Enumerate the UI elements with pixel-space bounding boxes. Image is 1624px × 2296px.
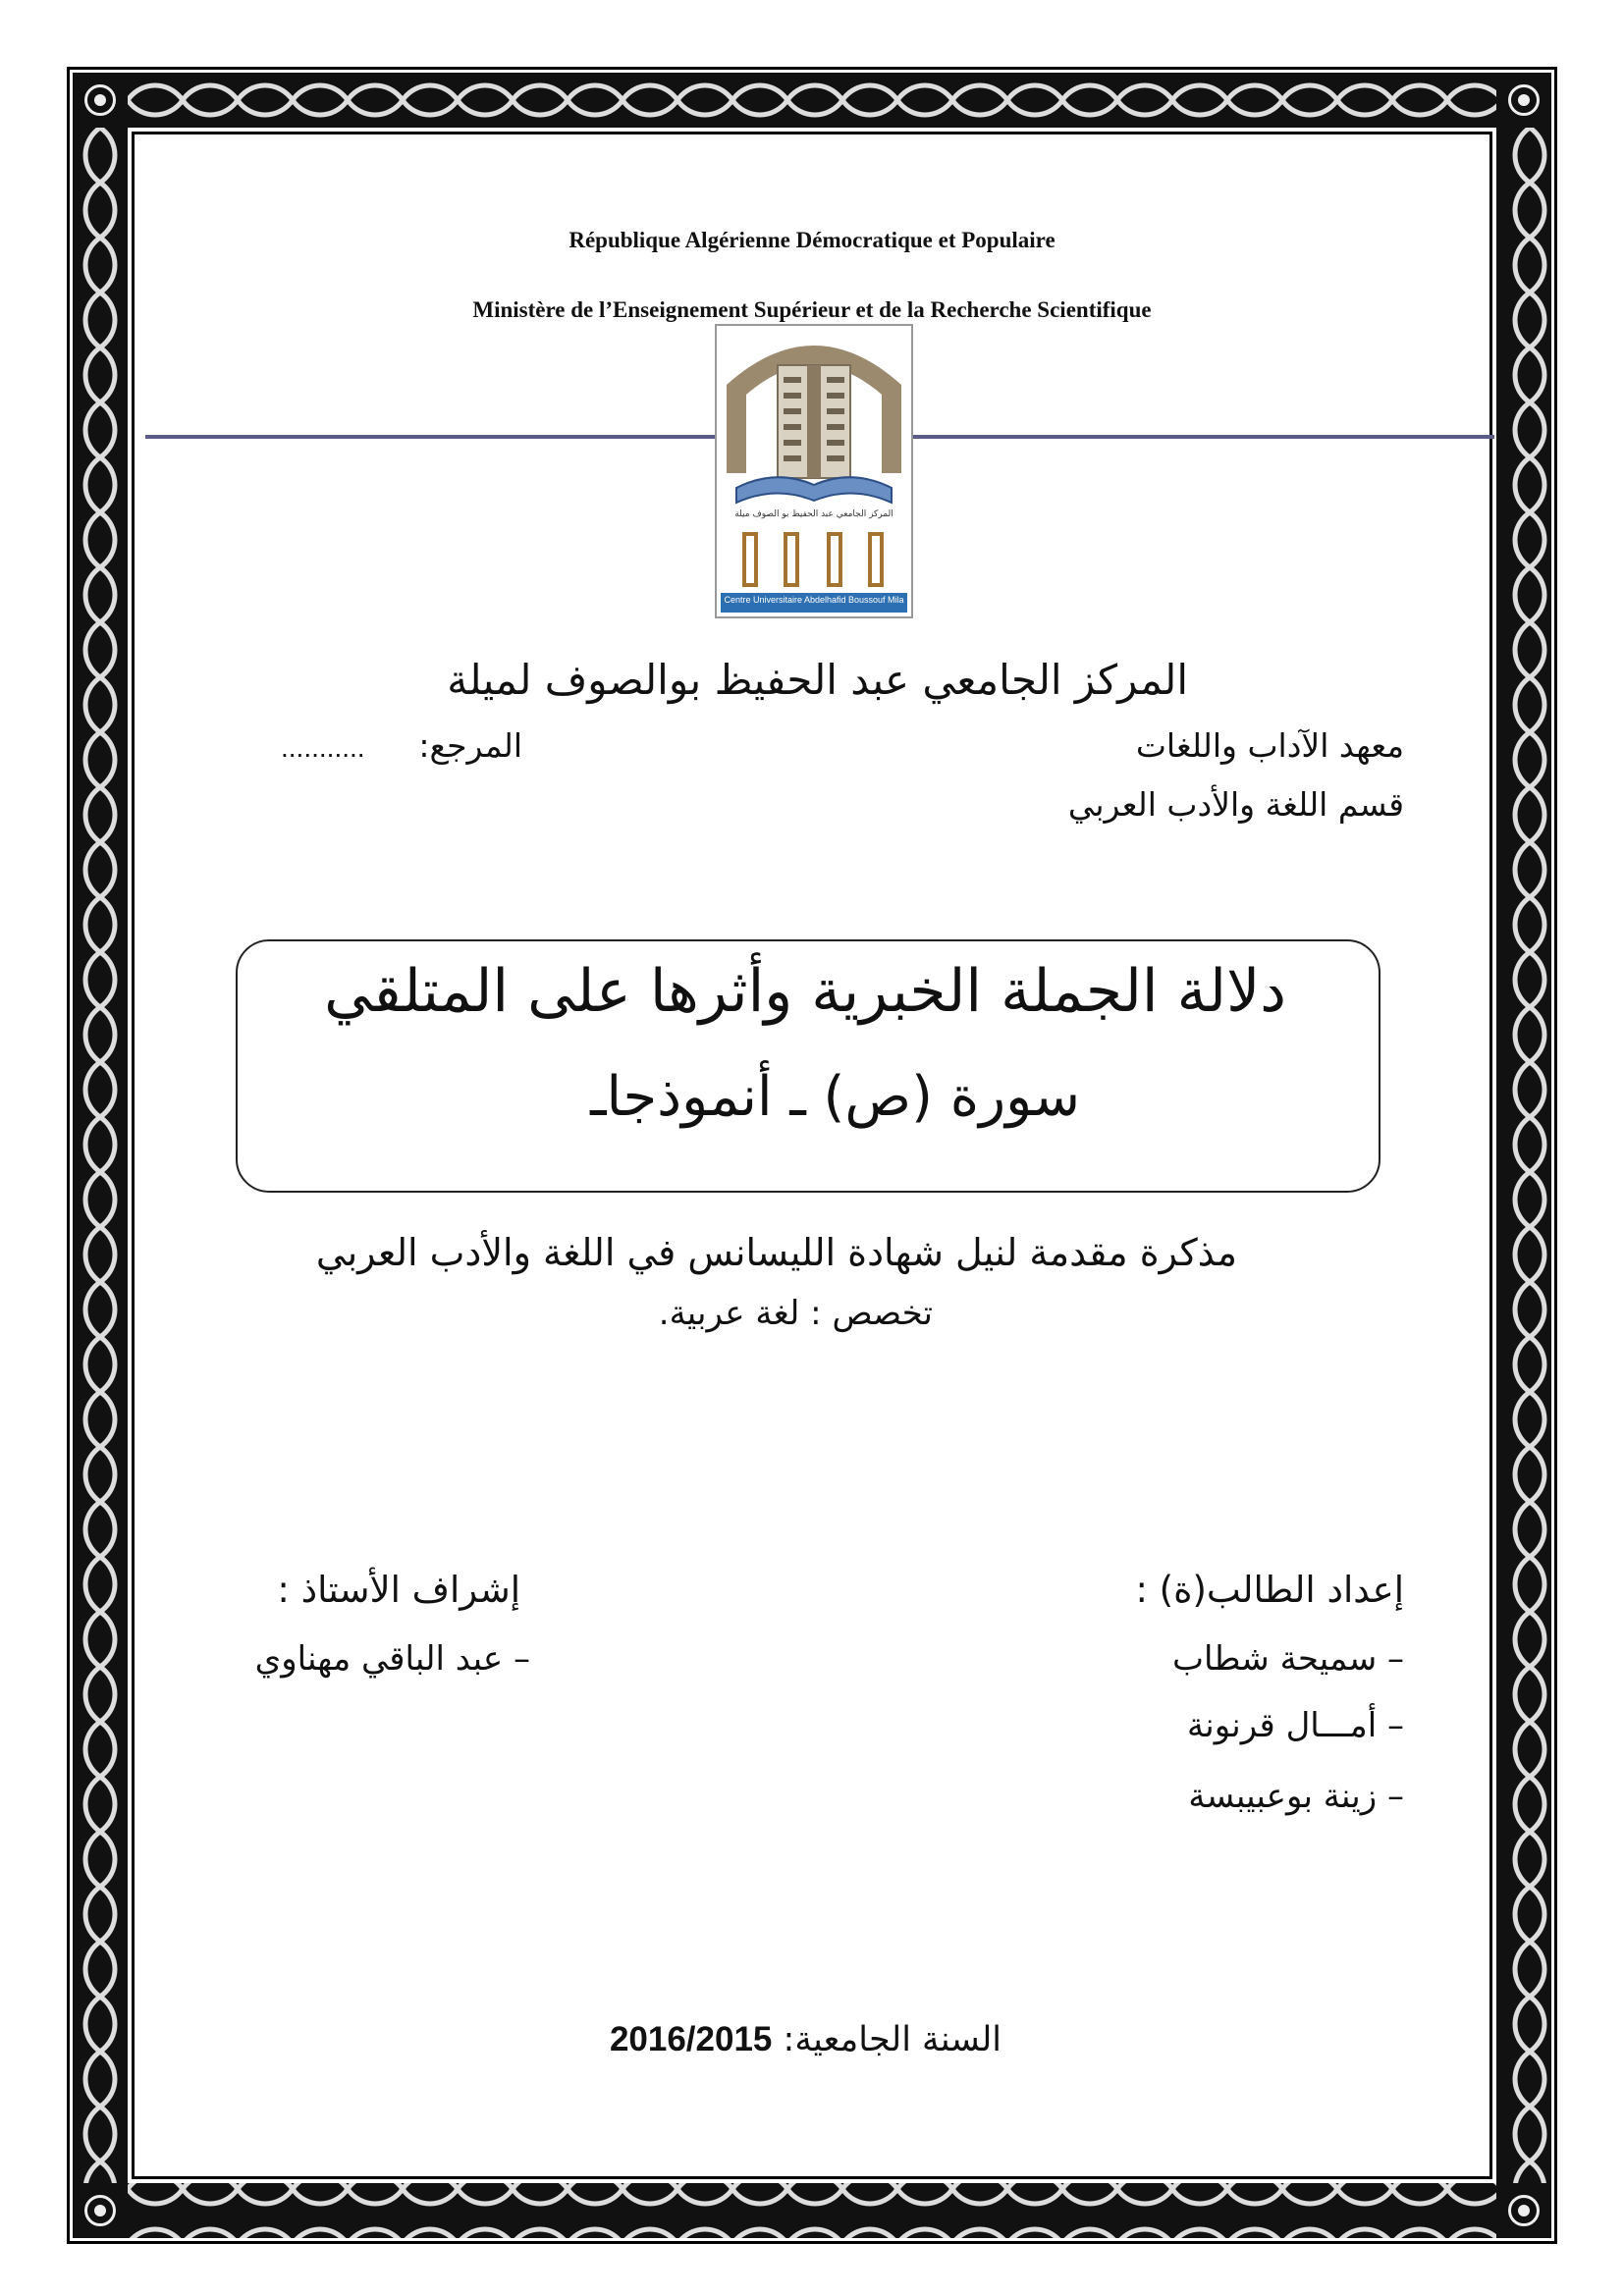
thesis-title-line1: دلالة الجملة الخبرية وأثرها على المتلقي [324, 957, 1286, 1026]
logo-arabic-caption: المركز الجامعي عبد الحفيظ بو الصوف ميلة [734, 509, 893, 519]
reference-label: المرجع: [418, 726, 522, 765]
academic-year [511, 2020, 1001, 2059]
student-name-3-text: زينة بوعبيبسة [1188, 1777, 1378, 1816]
thesis-purpose: مذكرة مقدمة لنيل شهادة الليسانس في اللغة والأدب العربي [315, 1231, 1237, 1274]
student-name-1: – سميحة شطاب [1172, 1639, 1404, 1679]
thesis-title-line2: سورة (ص) ـ أنموذجاـ [590, 1065, 1080, 1129]
corner-ornament-top-left [73, 73, 128, 128]
student-name-3: – زينة بوعبيبسة [1188, 1777, 1404, 1816]
header-rule-left [145, 435, 717, 439]
republic-heading: République Algérienne Démocratique et Populaire [568, 228, 1056, 252]
student-name-2-text: أمـــال قرنونة [1187, 1706, 1378, 1745]
academic-year-value: 2016/2015 [609, 2020, 773, 2058]
department-name: قسم اللغة والأدب العربي [1067, 785, 1404, 824]
students-label: إعداد الطالب(ة) : [1135, 1569, 1404, 1611]
supervisor-label: إشراف الأستاذ : [277, 1569, 520, 1611]
reference-value: ........... [281, 732, 365, 763]
thesis-specialty: تخصص : لغة عربية. [658, 1294, 933, 1333]
university-logo [715, 324, 913, 618]
supervisor-name-text: عبد الباقي مهناوي [254, 1639, 504, 1679]
logo-latin-caption: Centre Universitaire Abdelhafid Boussouf Mila [724, 595, 904, 605]
student-name-1-text: سميحة شطاب [1172, 1639, 1378, 1679]
header-rule-right [913, 435, 1494, 439]
corner-ornament-top-right [1496, 73, 1551, 128]
academic-year-label: السنة الجامعية: [783, 2020, 1001, 2059]
ministry-heading: Ministère de l’Enseignement Supérieur et de la Recherche Scientifique [472, 297, 1152, 322]
center-name: المركز الجامعي عبد الحفيظ بوالصوف لميلة [447, 656, 1188, 704]
corner-ornament-bottom-right [1496, 2183, 1551, 2238]
supervisor-name: – عبد الباقي مهناوي [254, 1639, 530, 1679]
corner-ornament-bottom-left [73, 2183, 128, 2238]
institute-name: معهد الآداب واللغات [1135, 726, 1404, 765]
university-logo-graphic [717, 326, 911, 616]
student-name-2: – أمـــال قرنونة [1187, 1706, 1404, 1745]
